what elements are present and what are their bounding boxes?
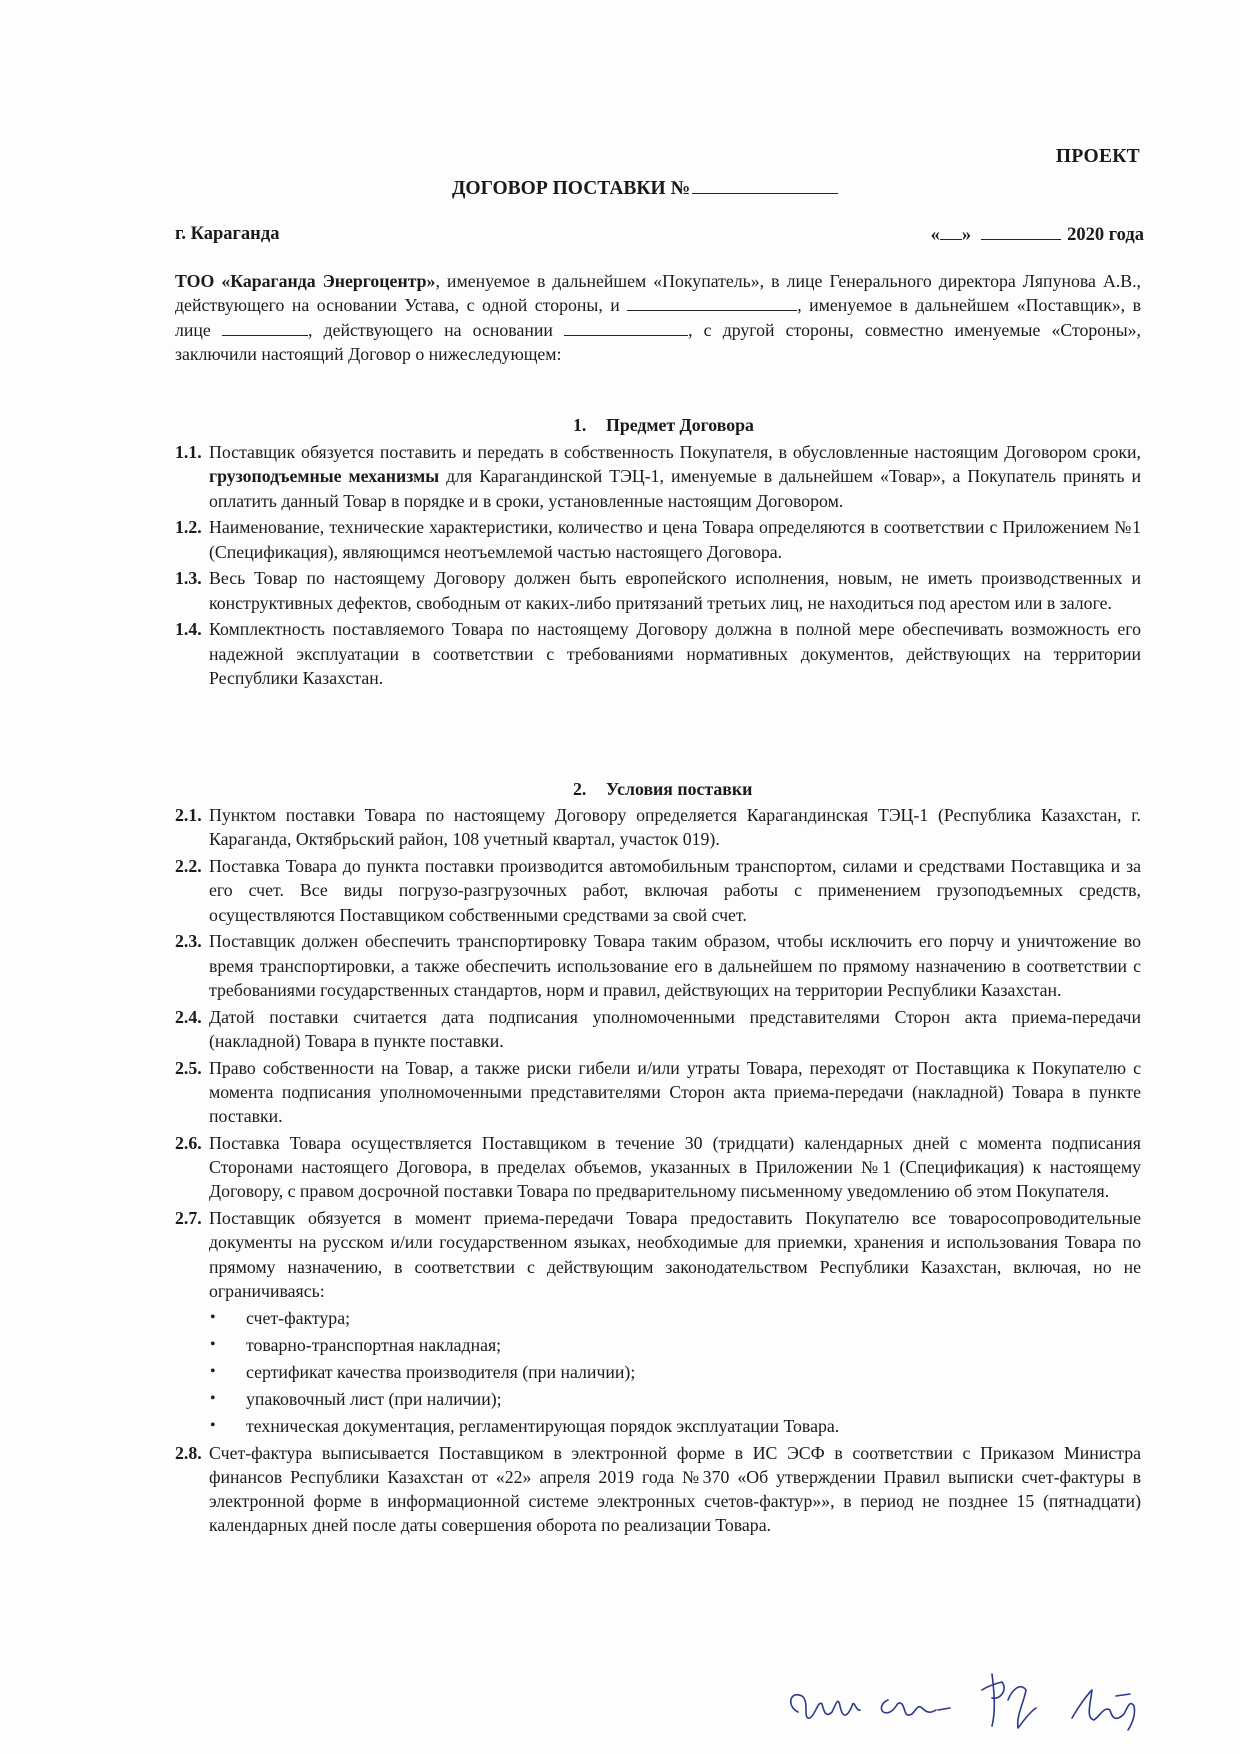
date-quote-close: » [961, 225, 972, 245]
clause-2-2 [175, 854, 1141, 927]
list-item-text: техническая документация, регламентирующая порядок эксплуатации Товара. [246, 1415, 840, 1436]
clause-1-1-part-b: для Карагандинской ТЭЦ-1, именуемые в дальнейшем «Товар», а Покупатель принять и оплатить данный Товар в порядке и в сроки, установленные настоящим Договором. [209, 466, 1141, 511]
contract-date [931, 224, 1144, 246]
section-1-clauses [175, 440, 1141, 693]
clause-2-4 [175, 1005, 1141, 1054]
bullet-icon: • [210, 1362, 216, 1380]
buyer-company: ТОО «Караганда Энергоцентр» [175, 271, 436, 291]
clause-text: Комплектность поставляемого Товара по настоящему Договору должна в полной мере обеспечивать возможность его надежной эксплуатации в соответствии с требованиями нормативных документов, действующих на территории Республики Казахстан. [209, 619, 1141, 688]
clause-1-4 [175, 617, 1141, 690]
date-year: 2020 года [1067, 225, 1144, 245]
clause-number: 2.1. [175, 805, 202, 825]
list-item [209, 1414, 1141, 1439]
month-blank [981, 224, 1061, 240]
clause-text: Поставка Товара до пункта поставки производится автомобильным транспортом, силами и средствами Поставщика и за его счет. Все виды погрузо-разгрузочных работ, включая работы с применением грузоподъемных средств, осуществляются Поставщиком собственными средствами за свой счет. [209, 855, 1141, 925]
list-item [209, 1387, 1141, 1412]
clause-number: 2.8. [175, 1442, 202, 1463]
section-1-number: 1. [573, 415, 587, 435]
signature-4 [1072, 1690, 1135, 1730]
clause-2-1 [175, 803, 1141, 852]
clause-number: 2.5. [175, 1057, 202, 1078]
supplier-name-blank [627, 295, 797, 311]
signature-2 [881, 1700, 950, 1715]
clause-number: 1.3. [175, 568, 202, 589]
list-item [209, 1360, 1141, 1385]
supplier-basis-blank [564, 320, 688, 336]
clause-number: 1.4. [175, 619, 202, 640]
clause-1-1 [175, 440, 1141, 513]
clause-number: 2.7. [175, 1208, 202, 1229]
clause-1-1-part-a: Поставщик обязуется поставить и передать в собственность Покупателя, в обусловленные настоящим Договором сроки, [209, 442, 1141, 462]
draft-stamp: ПРОЕКТ [1055, 146, 1140, 167]
clause-2-7 [175, 1206, 1141, 1303]
clause-text: Датой поставки считается дата подписания уполномоченными представителями Сторон акта приема-передачи (накладной) Товара в пункте поставки. [209, 1006, 1141, 1051]
signature-3 [982, 1674, 1036, 1728]
clause-text: Право собственности на Товар, а также риски гибели и/или утраты Товара, переходят от Поставщика к Покупателю с момента подписания уполномоченными представителями Сторон акта приема-передачи (накладной) Товара в пункте поставки. [209, 1057, 1141, 1127]
section-2-title: Условия поставки [606, 779, 753, 799]
section-2-number: 2. [573, 779, 587, 799]
clause-text: Наименование, технические характеристики, количество и цена Товара определяются в соответствии с Приложением №1 (Спецификация), являющимся неотъемлемой частью настоящего Договора. [209, 517, 1141, 562]
clause-number: 1.2. [175, 517, 202, 538]
list-item [209, 1333, 1141, 1358]
clause-2-6 [175, 1131, 1141, 1204]
clause-2-5 [175, 1056, 1141, 1129]
signature-1 [791, 1695, 860, 1718]
document-title-text: ДОГОВОР ПОСТАВКИ № [452, 178, 691, 199]
bullet-icon: • [210, 1389, 216, 1407]
list-item-text: упаковочный лист (при наличии); [246, 1388, 502, 1409]
clause-number: 2.2. [175, 855, 202, 876]
clause-2-3 [175, 929, 1141, 1002]
clause-text: Весь Товар по настоящему Договору должен быть европейского исполнения, новым, не иметь производственных и конструктивных дефектов, свободным от каких-либо притязаний третьих лиц, не находиться под арестом или в залоге. [209, 568, 1141, 613]
day-blank [940, 224, 962, 240]
clause-number: 2.6. [175, 1132, 202, 1153]
supplier-representative-blank [222, 320, 308, 336]
bullet-icon: • [210, 1335, 216, 1353]
clause-number: 1.1. [175, 442, 202, 462]
clause-1-3 [175, 566, 1141, 615]
list-item-text: сертификат качества производителя (при наличии); [246, 1361, 636, 1382]
document-title [452, 176, 838, 200]
preamble [175, 269, 1141, 366]
clause-number: 2.3. [175, 931, 202, 952]
list-item [209, 1306, 1141, 1331]
preamble-part-3: , действующего на основании [307, 319, 553, 340]
preamble-part-1: , именуемое в дальнейшем «Покупатель», в лице Генерального директора Ляпунова А.В., действующего на основании Устава, с одной стороны, и [175, 271, 1142, 316]
handwritten-initials [780, 1660, 1180, 1740]
clause-2-8 [175, 1441, 1141, 1538]
section-2-clauses [175, 803, 1141, 1540]
document-list [175, 1306, 1141, 1439]
clause-number: 2.4. [175, 1006, 202, 1027]
list-item-text: товарно-транспортная накладная; [246, 1334, 502, 1355]
contract-city: г. Караганда [175, 224, 280, 244]
clause-text: Поставщик обязуется в момент приема-передачи Товара предоставить Покупателю все товаросопроводительные документы на русском и/или государственном языках, необходимые для приемки, хранения и использования Товара по прямому назначению, в соответствии с действующим законодательством Республики Казахстан, включая, но не ограничиваясь: [209, 1208, 1141, 1301]
preamble-part-2: , именуемое в дальнейшем «Поставщик», в лице [175, 295, 1141, 340]
section-1-title: Предмет Договора [606, 415, 754, 435]
clause-text: Поставщик должен обеспечить транспортировку Товара таким образом, чтобы исключить его порчу и уничтожение во время транспортировки, а также обеспечить использование его в дальнейшем по прямому назначению в соответствии с требованиями государственных стандартов, норм и правил, действующих на территории Республики Казахстан. [209, 931, 1141, 1000]
clause-1-2 [175, 515, 1141, 564]
clause-text: Счет-фактура выписывается Поставщиком в электронной форме в ИС ЭСФ в соответствии с Приказом Министра финансов Республики Казахстан от «22» апреля 2019 года №370 «Об утверждении Правил выписки счет-фактуры в электронной форме в информационной системе электронных счетов-фактур»», в период не позднее 15 (пятнадцати) календарных дней после даты совершения оборота по реализации Товара. [209, 1442, 1141, 1536]
contract-number-blank [692, 176, 838, 194]
clause-text [209, 440, 1141, 513]
bullet-icon: • [210, 1416, 216, 1434]
preamble-part-4: , с другой стороны, совместно именуемые «Стороны», заключили настоящий Договор о нижеследующем: [175, 319, 1142, 364]
list-item-text: счет-фактура; [246, 1307, 351, 1328]
clause-text: Поставка Товара осуществляется Поставщиком в течение 30 (тридцати) календарных дней с момента подписания Сторонами настоящего Договора, в пределах объемов, указанных в Приложении №1 (Спецификация) к настоящему Договору, с правом досрочной поставки Товара по предварительному письменному уведомлению об этом Покупателя. [209, 1132, 1141, 1202]
bullet-icon: • [210, 1308, 216, 1326]
clause-text: Пунктом поставки Товара по настоящему Договору определяется Карагандинская ТЭЦ-1 (Республика Казахстан, г. Караганда, Октябрьский район, 108 учетный квартал, участок 019). [209, 805, 1141, 850]
date-quote-open: « [930, 225, 940, 245]
clause-1-1-goods: грузоподъемные механизмы [209, 466, 440, 487]
